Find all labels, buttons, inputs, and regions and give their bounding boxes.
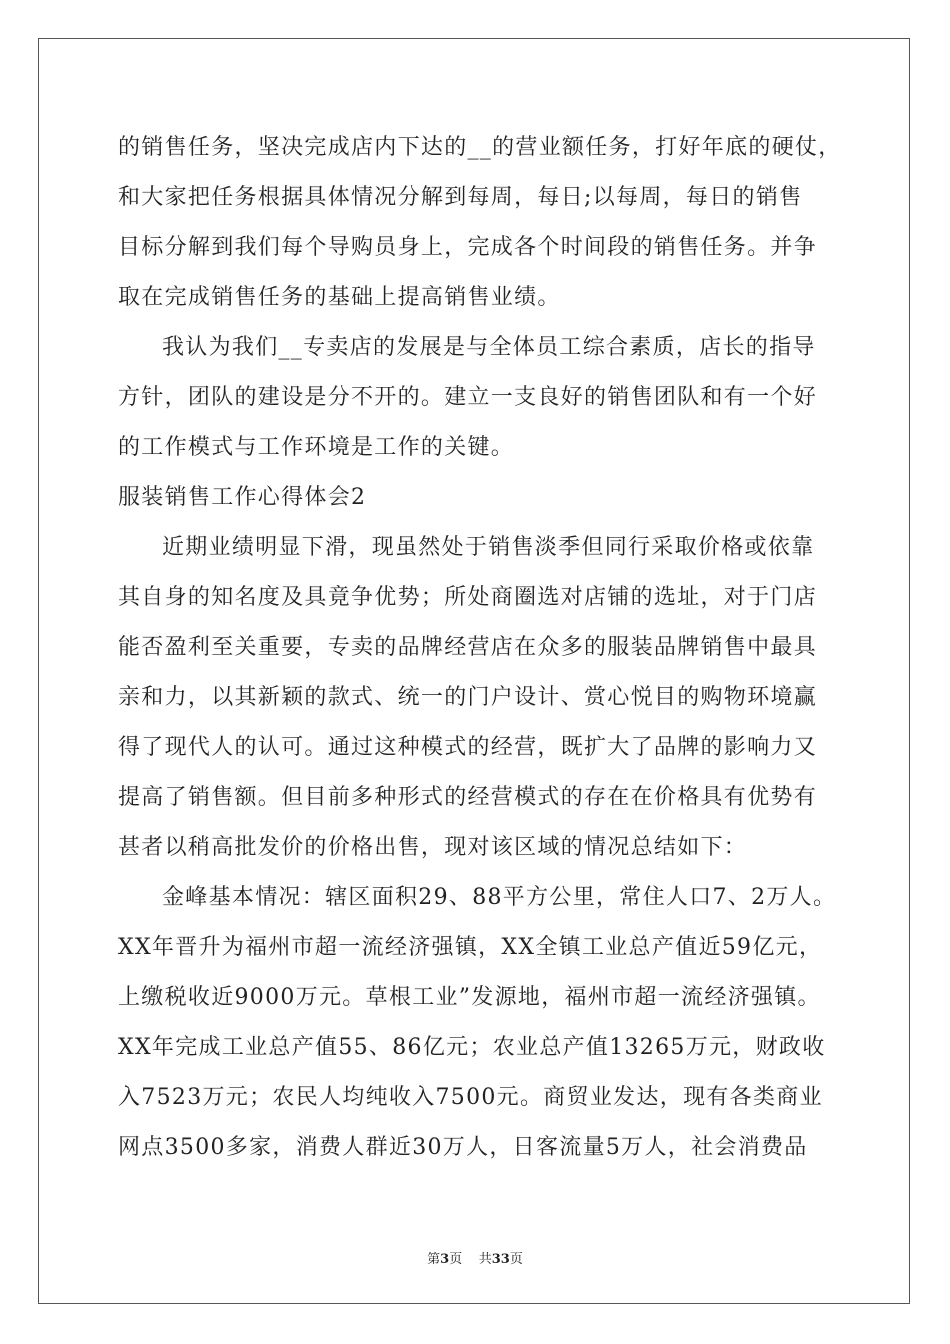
text-line: 我认为我们__专卖店的发展是与全体员工综合素质，店长的指导 (162, 335, 816, 360)
section-heading: 服装销售工作心得体会2 (118, 485, 367, 510)
page-footer (0, 1248, 950, 1267)
page-number: 3 (440, 1252, 450, 1267)
text-line: 金峰基本情况：辖区面积29、88平方公里，常住人口7、2万人。 (162, 885, 837, 910)
text-line: 能否盈利至关重要，专卖的品牌经营店在众多的服装品牌销售中最具 (118, 635, 818, 660)
page-border (38, 38, 910, 1304)
text-line: 网点3500多家，消费人群近30万人，日客流量5万人，社会消费品 (118, 1135, 808, 1160)
total-pages: 33 (491, 1252, 510, 1267)
text-line: 方针，团队的建设是分不开的。建立一支良好的销售团队和有一个好 (118, 385, 818, 410)
text-line: 甚者以稍高批发价的价格出售，现对该区域的情况总结如下： (118, 835, 748, 860)
page-prefix: 第 (427, 1252, 441, 1267)
text-line: XX年完成工业总产值55、86亿元；农业总产值13265万元，财政收 (118, 1035, 826, 1060)
text-line: 提高了销售额。但目前多种形式的经营模式的存在在价格具有优势有 (118, 785, 818, 810)
text-line: 亲和力，以其新颖的款式、统一的门户设计、赏心悦目的购物环境赢 (118, 685, 818, 710)
text-line: 其自身的知名度及具竟争优势；所处商圈选对店铺的选址，对于门店 (118, 585, 818, 610)
text-line: XX年晋升为福州市超一流经济强镇，XX全镇工业总产值近59亿元， (118, 935, 823, 960)
text-line: 得了现代人的认可。通过这种模式的经营，既扩大了品牌的影响力又 (118, 735, 818, 760)
total-prefix: 共 (478, 1252, 492, 1267)
text-line: 的工作模式与工作环境是工作的关键。 (118, 435, 515, 460)
text-line: 近期业绩明显下滑，现虽然处于销售淡季但同行采取价格或依靠 (162, 535, 815, 560)
page-suffix: 页 (449, 1252, 463, 1267)
text-line: 入7523万元；农民人均纯收入7500元。商贸业发达，现有各类商业 (118, 1085, 823, 1110)
text-line: 和大家把任务根据具体情况分解到每周，每日;以每周，每日的销售 (118, 185, 803, 210)
total-suffix: 页 (509, 1252, 523, 1267)
text-line: 目标分解到我们每个导购员身上，完成各个时间段的销售任务。并争 (118, 235, 818, 260)
text-line: 取在完成销售任务的基础上提高销售业绩。 (118, 285, 561, 310)
text-line: 的销售任务，坚决完成店内下达的__的营业额任务，打好年底的硬仗， (118, 135, 842, 160)
text-line: 上缴税收近9000万元。草根工业”发源地，福州市超一流经济强镇。 (118, 985, 821, 1010)
